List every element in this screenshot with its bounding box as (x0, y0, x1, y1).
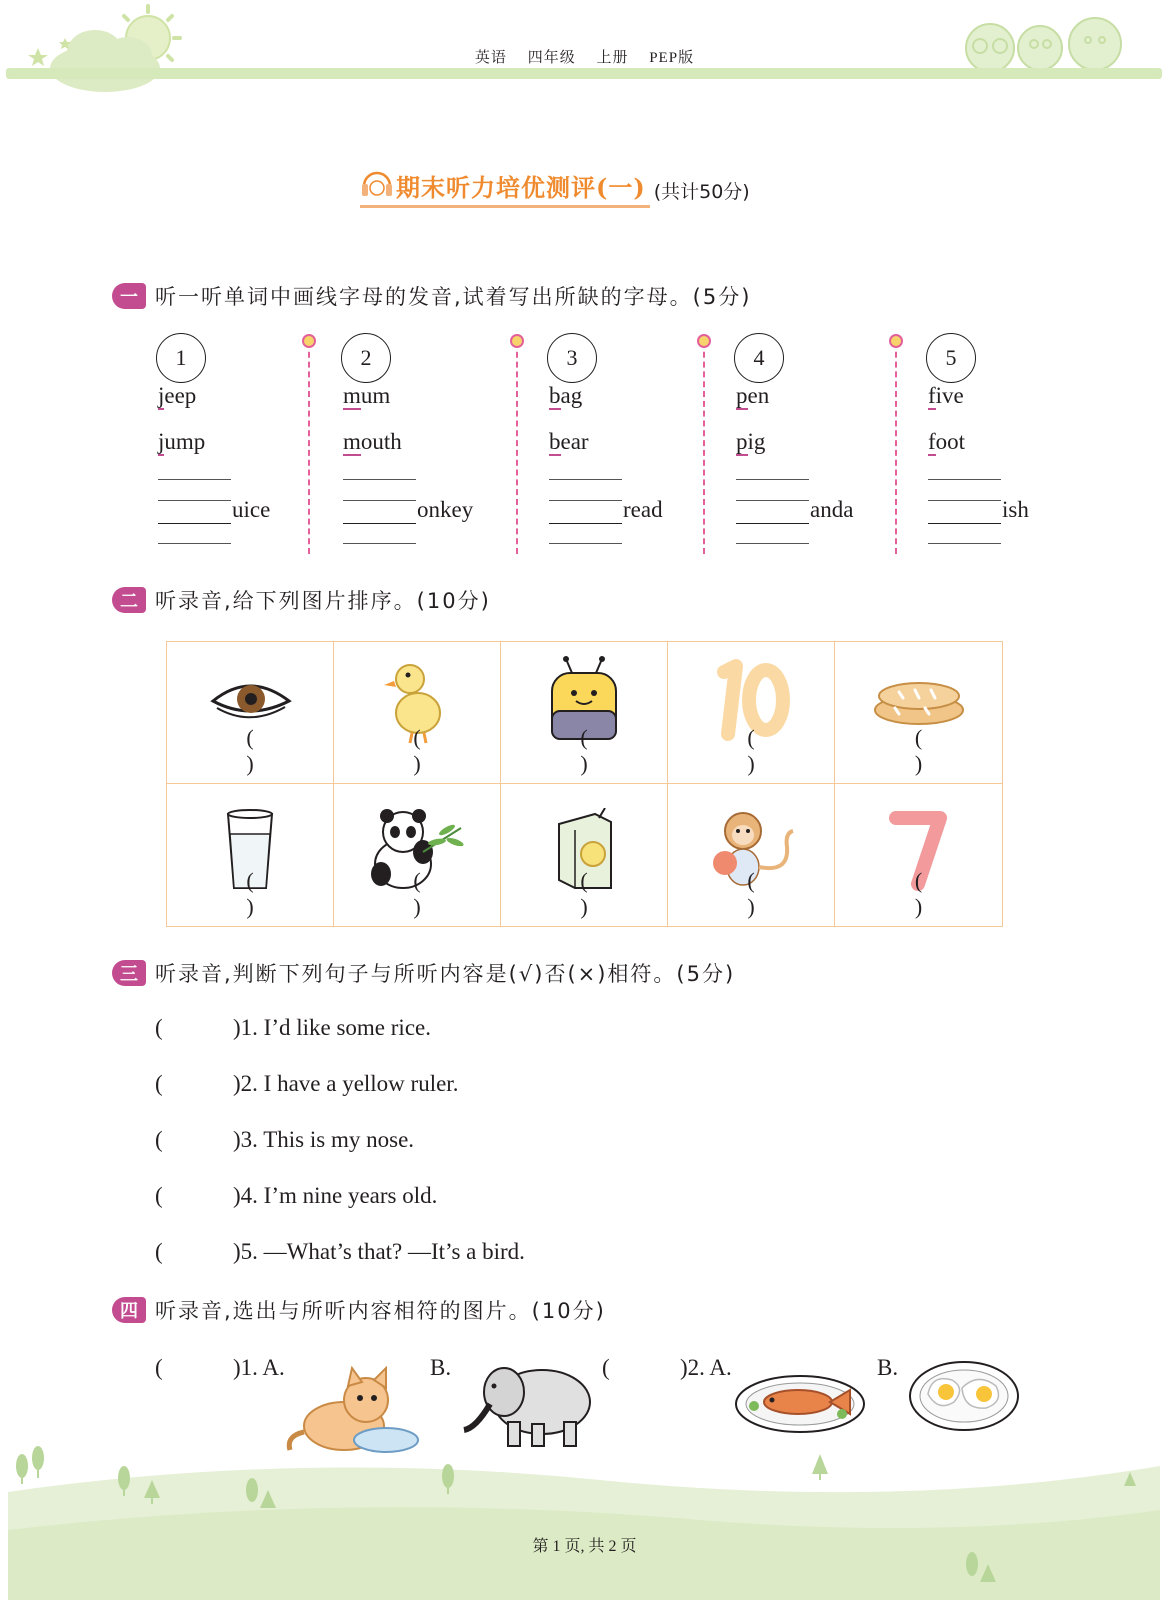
dashed-divider (516, 342, 518, 554)
choice-question-2 (602, 1355, 732, 1381)
header-grade: 四年级 (527, 50, 576, 66)
eye-icon (205, 675, 295, 725)
judgement-item-1 (155, 1015, 431, 1041)
header-edition: PEP版 (649, 50, 695, 66)
answer-parentheses[interactable]: ( (155, 1071, 163, 1096)
divider-dot-icon (510, 334, 524, 348)
divider-dot-icon (302, 334, 316, 348)
word-rest: ear (560, 429, 589, 454)
question-label: )1. A. (233, 1355, 285, 1380)
question-label: )2. A. (680, 1355, 732, 1380)
answer-parentheses[interactable]: ( ) (747, 868, 799, 919)
writing-guide (549, 543, 622, 544)
section-1-badge: 一 (112, 283, 146, 309)
answer-blank[interactable] (928, 523, 1001, 524)
writing-guide (736, 500, 809, 501)
word-suffix: read (623, 497, 663, 522)
word-column-2 (341, 333, 491, 522)
answer-parentheses[interactable]: ( ) (246, 725, 298, 776)
word-rest: oot (935, 429, 966, 454)
word-example-1 (158, 383, 196, 409)
page-title (360, 168, 750, 208)
word-example-1 (736, 383, 769, 409)
answer-parentheses[interactable]: ( (155, 1355, 163, 1380)
word-rest: ig (747, 429, 766, 454)
word-column-1 (156, 333, 306, 522)
word-suffix: ish (1002, 497, 1029, 522)
dashed-divider (308, 342, 310, 554)
dashed-divider (703, 342, 705, 554)
option-b-label: B. (877, 1355, 899, 1380)
answer-parentheses[interactable]: ( (155, 1183, 163, 1208)
header-info (0, 46, 1169, 67)
section-2-badge: 二 (112, 587, 146, 613)
word-column-3 (547, 333, 697, 522)
writing-guide (549, 500, 622, 501)
section-3-heading (112, 958, 735, 988)
writing-guide (736, 543, 809, 544)
underlined-letter: b (549, 383, 561, 408)
answer-parentheses[interactable]: ( (155, 1015, 163, 1040)
word-column-5 (926, 333, 1076, 522)
statement-text: )3. This is my nose. (233, 1127, 415, 1152)
word-suffix: uice (232, 497, 271, 522)
underlined-letter: j (158, 429, 165, 454)
underlined-letter: j (158, 383, 165, 408)
answer-parentheses[interactable]: ( (602, 1355, 610, 1380)
word-suffix: anda (810, 497, 854, 522)
underlined-letter: f (928, 429, 936, 454)
page-number: 第 1 页, 共 2 页 (532, 1538, 637, 1555)
picture-cell (501, 642, 668, 784)
picture-cell (334, 784, 501, 926)
section-3-badge: 三 (112, 960, 146, 986)
picture-cell (835, 642, 1002, 784)
writing-guide (343, 500, 416, 501)
divider-dot-icon (889, 334, 903, 348)
underlined-letter: f (928, 383, 936, 408)
statement-text: )5. —What’s that? —It’s a bird. (233, 1239, 525, 1264)
word-rest: en (747, 383, 770, 408)
answer-parentheses[interactable]: ( ) (246, 868, 298, 919)
question-number: 5 (926, 333, 976, 383)
answer-parentheses[interactable]: ( ) (580, 868, 632, 919)
picture-cell (835, 784, 1002, 926)
word-example-2 (158, 429, 205, 455)
title-main-text: 期末听力培优测评(一) (396, 173, 646, 202)
underlined-letter: m (343, 383, 361, 408)
question-number: 3 (547, 333, 597, 383)
writing-guide (158, 543, 231, 544)
word-example-1 (928, 383, 964, 409)
header-volume: 上册 (596, 50, 629, 66)
writing-guide (736, 479, 809, 480)
word-example-2 (549, 429, 589, 455)
answer-parentheses[interactable]: ( ) (580, 725, 632, 776)
headphones-icon (360, 162, 394, 202)
word-rest: outh (360, 429, 402, 454)
section-3-text: 听录音,判断下列句子与所听内容是(√)否(×)相符。(5分) (155, 962, 736, 986)
word-example-2 (928, 429, 965, 455)
underlined-letter: m (343, 429, 361, 454)
bread-icon (871, 670, 967, 730)
header-subject: 英语 (474, 50, 507, 66)
section-4-heading (112, 1295, 606, 1325)
picture-cell (501, 784, 668, 926)
underlined-letter: p (736, 429, 748, 454)
picture-cell (668, 642, 835, 784)
answer-parentheses[interactable]: ( (155, 1127, 163, 1152)
word-example-1 (343, 383, 390, 409)
word-rest: um (360, 383, 391, 408)
word-column-4 (734, 333, 884, 522)
writing-guide (343, 479, 416, 480)
answer-blank[interactable] (549, 523, 622, 524)
section-1-text: 听一听单词中画线字母的发音,试着写出所缺的字母。(5分) (155, 285, 752, 309)
underlined-letter: p (736, 383, 748, 408)
answer-parentheses[interactable]: ( ) (413, 868, 465, 919)
dashed-divider (895, 342, 897, 554)
fish-plate-icon[interactable] (732, 1366, 870, 1436)
picture-cell (334, 642, 501, 784)
picture-order-grid (166, 641, 1003, 927)
underlined-letter: b (549, 429, 561, 454)
writing-guide (158, 479, 231, 480)
word-suffix: onkey (417, 497, 474, 522)
answer-blank[interactable] (158, 523, 231, 524)
word-example-2 (343, 429, 402, 455)
writing-guide (928, 500, 1001, 501)
footer-landscape (0, 1440, 1169, 1600)
writing-guide (343, 543, 416, 544)
statement-text: )4. I’m nine years old. (233, 1183, 438, 1208)
eggs-plate-icon[interactable] (908, 1358, 1020, 1434)
header-band (6, 68, 1162, 79)
word-rest: eep (164, 383, 197, 408)
picture-cell (167, 784, 334, 926)
title-total: (共计50分) (653, 181, 750, 203)
statement-text: )1. I’d like some rice. (233, 1015, 431, 1040)
word-rest: ag (560, 383, 583, 408)
word-rest: ive (935, 383, 964, 408)
option-b-label: B. (430, 1355, 452, 1380)
answer-blank[interactable] (343, 523, 416, 524)
section-4-text: 听录音,选出与所听内容相符的图片。(10分) (155, 1299, 606, 1323)
answer-parentheses[interactable]: ( ) (914, 868, 967, 919)
answer-parentheses[interactable]: ( ) (914, 725, 967, 776)
section-4-badge: 四 (112, 1297, 146, 1323)
writing-guide (158, 500, 231, 501)
answer-blank[interactable] (736, 523, 809, 524)
question-number: 2 (341, 333, 391, 383)
answer-parentheses[interactable]: ( ) (413, 725, 465, 776)
elephant-icon[interactable] (460, 1358, 602, 1450)
answer-parentheses[interactable]: ( ) (747, 725, 799, 776)
writing-guide (549, 479, 622, 480)
question-number: 1 (156, 333, 206, 383)
judgement-item-3 (155, 1127, 414, 1153)
writing-guide (928, 479, 1001, 480)
choice-question-1 (155, 1355, 285, 1381)
judgement-item-4 (155, 1183, 437, 1209)
writing-guide (928, 543, 1001, 544)
divider-dot-icon (697, 334, 711, 348)
answer-parentheses[interactable]: ( (155, 1239, 163, 1264)
word-example-1 (549, 383, 582, 409)
statement-text: )2. I have a yellow ruler. (233, 1071, 459, 1096)
section-2-heading (112, 585, 491, 615)
section-2-text: 听录音,给下列图片排序。(10分) (155, 589, 491, 613)
picture-cell (167, 642, 334, 784)
section-1-heading (112, 281, 751, 311)
question-number: 4 (734, 333, 784, 383)
cat-drinking-icon[interactable] (284, 1366, 430, 1458)
picture-cell (668, 784, 835, 926)
word-example-2 (736, 429, 765, 455)
judgement-item-2 (155, 1071, 458, 1097)
word-rest: ump (164, 429, 206, 454)
judgement-item-5 (155, 1239, 525, 1265)
